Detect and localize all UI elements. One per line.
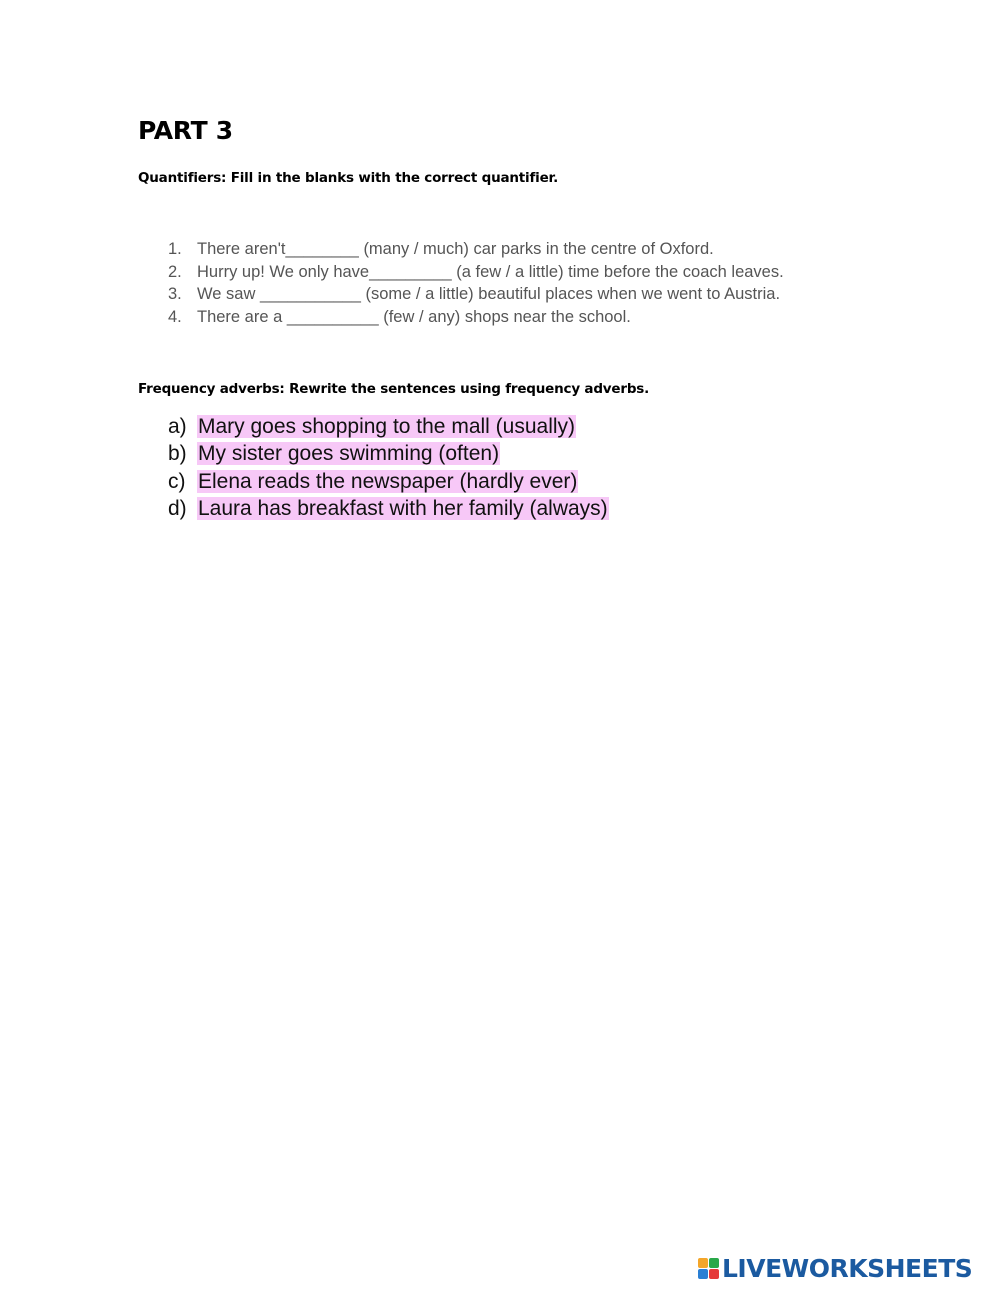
item-letter: b) <box>168 442 187 466</box>
quantifiers-instruction: Quantifiers: Fill in the blanks with the correct quantifier. <box>138 170 559 186</box>
page-title: PART 3 <box>138 116 233 145</box>
item-letter: d) <box>168 496 187 520</box>
item-text: There aren't________ (many / much) car parks in the centre of Oxford. <box>197 240 714 258</box>
item-text: We saw ___________ (some / a little) beautiful places when we went to Austria. <box>197 285 781 303</box>
highlighted-sentence: Laura has breakfast with her family (always) <box>198 496 608 520</box>
item-number: 1. <box>168 240 182 258</box>
item-letter: c) <box>168 469 186 493</box>
list-item <box>168 468 609 495</box>
list-item <box>168 413 609 440</box>
highlighted-sentence: Elena reads the newspaper (hardly ever) <box>198 469 578 493</box>
highlighted-sentence: Mary goes shopping to the mall (usually) <box>198 415 576 438</box>
logo-square <box>698 1269 708 1279</box>
quantifiers-list <box>168 238 784 328</box>
list-item <box>168 495 609 522</box>
item-number: 2. <box>168 262 182 281</box>
logo-square <box>709 1258 719 1268</box>
item-text: Hurry up! We only have_________ (a few / a little) time before the coach leaves. <box>197 262 784 281</box>
frequency-instruction: Frequency adverbs: Rewrite the sentences using frequency adverbs. <box>138 381 650 397</box>
list-item <box>168 440 609 467</box>
logo-squares-icon <box>698 1258 719 1279</box>
item-number: 3. <box>168 285 182 303</box>
logo-text: LIVEWORKSHEETS <box>722 1254 973 1283</box>
logo-square <box>709 1269 719 1279</box>
list-item <box>168 238 784 261</box>
logo-square <box>698 1258 708 1268</box>
list-item <box>168 306 784 329</box>
item-text: There are a __________ (few / any) shops near the school. <box>197 307 631 326</box>
list-item <box>168 283 784 306</box>
liveworksheets-logo <box>698 1254 972 1283</box>
frequency-list <box>168 413 609 522</box>
highlighted-sentence: My sister goes swimming (often) <box>198 442 500 466</box>
item-letter: a) <box>168 415 187 438</box>
item-number: 4. <box>168 307 182 326</box>
list-item <box>168 261 784 284</box>
